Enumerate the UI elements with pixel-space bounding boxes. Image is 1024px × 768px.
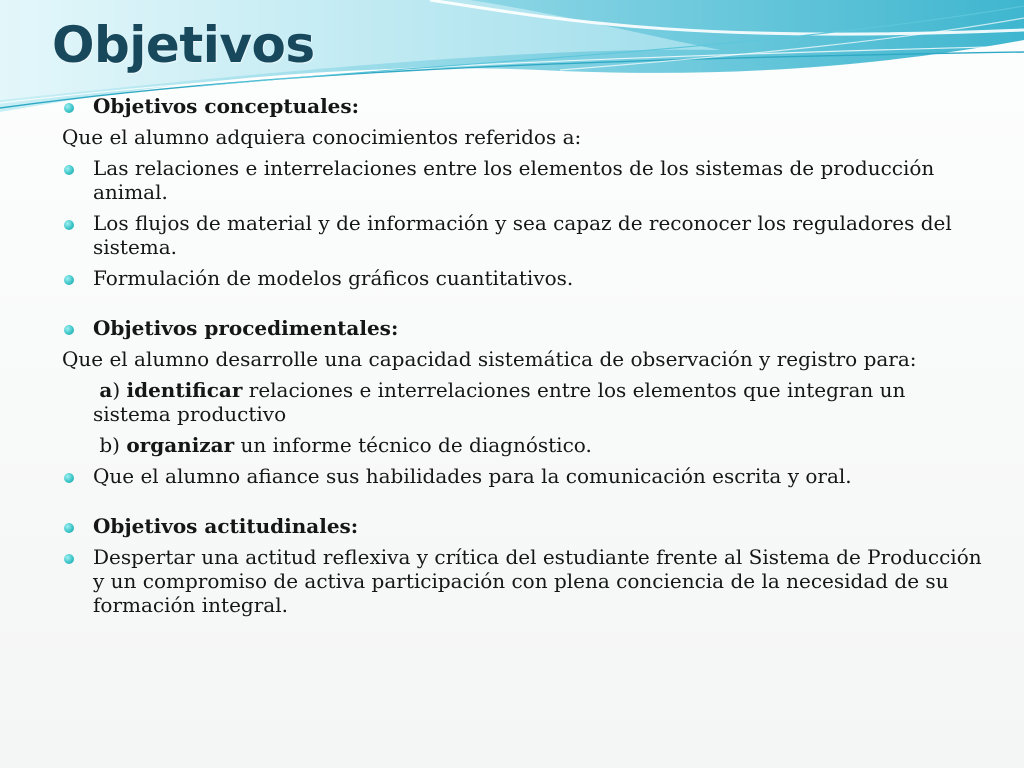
subitem-a: a) identificar relaciones e interrelaciones entre los elementos que integran un sistema productivo [93,378,906,426]
subitem-a-keyword: identificar [126,378,243,402]
heading-actitudinales: Objetivos actitudinales: [62,514,982,538]
list-item: Las relaciones e interrelaciones entre los elementos de los sistemas de producción animal. [62,156,982,204]
intro-conceptuales: Que el alumno adquiera conocimientos referidos a: [62,125,582,149]
subitem-b-letter: b [99,433,113,457]
subitem-a-text: relaciones e interrelaciones entre los elementos que integran un sistema productivo [93,378,906,426]
subitem-b-keyword: organizar [126,433,235,457]
heading-conceptuales: Objetivos conceptuales: [62,94,982,118]
list-item: Que el alumno afiance sus habilidades para la comunicación escrita y oral. [62,464,982,488]
subitem-b-text: un informe técnico de diagnóstico. [240,433,592,457]
list-item: Despertar una actitud reflexiva y crítica del estudiante frente al Sistema de Producción y un compromiso de activa participación con plena conciencia de la necesidad de su formación integral. [62,545,982,617]
content-body [62,94,982,624]
intro-procedimentales: Que el alumno desarrolle una capacidad sistemática de observación y registro para: [62,347,917,371]
slide-title: Objetivos [52,16,315,74]
list-item: Formulación de modelos gráficos cuantitativos. [62,266,982,290]
heading-procedimentales: Objetivos procedimentales: [62,316,982,340]
subitem-b: b) organizar un informe técnico de diagnóstico. [99,433,592,457]
list-item: Los flujos de material y de información y sea capaz de reconocer los reguladores del sistema. [62,211,982,259]
subitem-a-letter: a [99,378,113,402]
